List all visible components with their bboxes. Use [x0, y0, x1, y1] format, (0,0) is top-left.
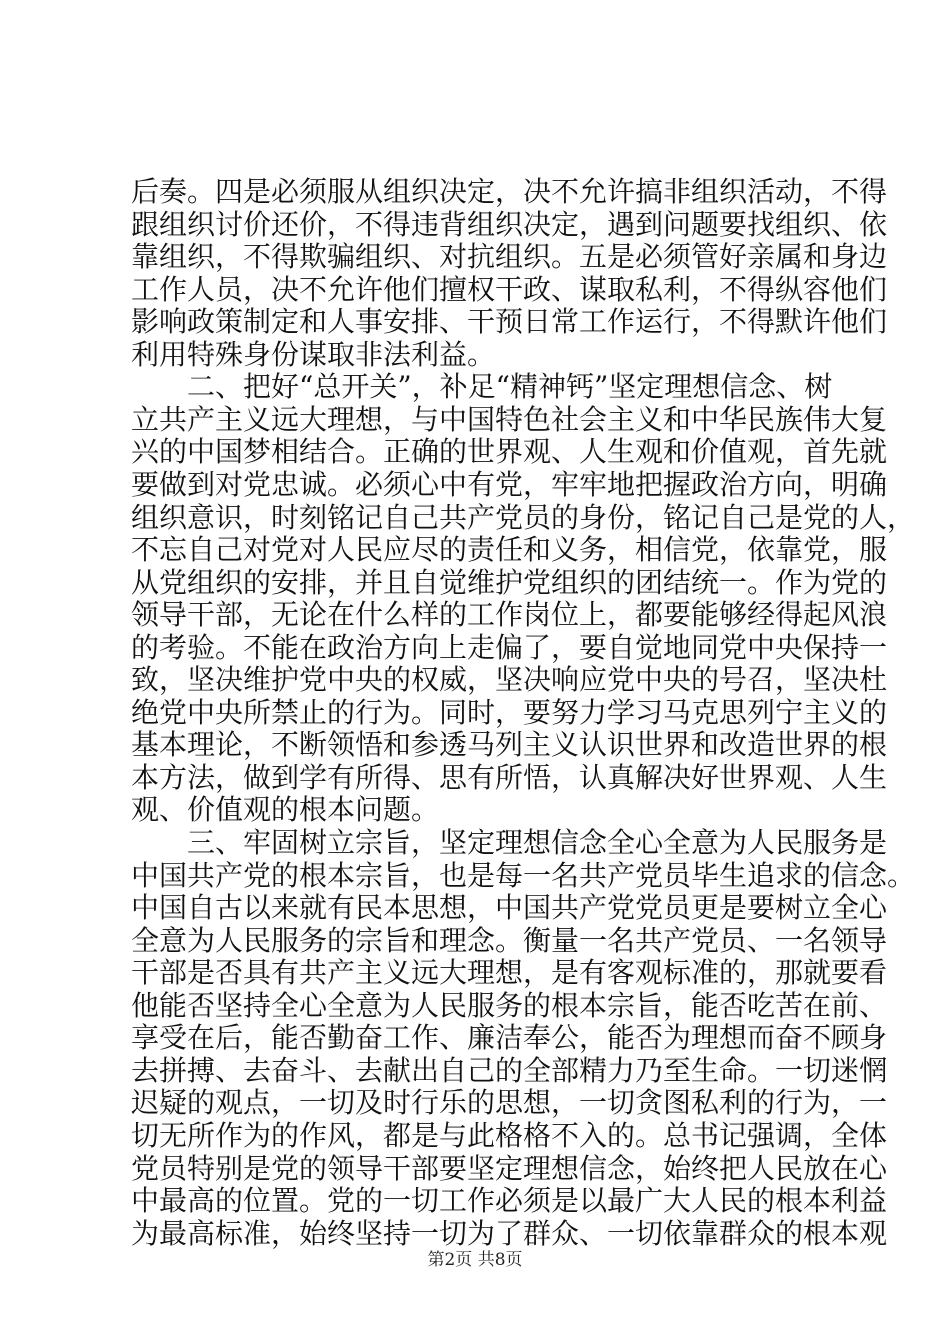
- text-line: 影响政策制定和人事安排、干预日常工作运行，不得默许他们: [131, 305, 888, 339]
- text-line: 不忘自己对党对人民应尽的责任和义务，相信党，依靠党，服: [131, 533, 888, 567]
- text-line: 致，坚决维护党中央的权威，坚决响应党中央的号召，坚决杜: [131, 663, 888, 697]
- text-line: 观、价值观的根本问题。: [131, 793, 440, 827]
- text-line: 中国自古以来就有民本思想，中国共产党党员更是要树立全心: [131, 891, 888, 925]
- text-line: 的考验。不能在政治方向上走偏了，要自觉地同党中央保持一: [131, 630, 888, 664]
- text-line: 绝党中央所禁止的行为。同时，要努力学习马克思列宁主义的: [131, 695, 888, 729]
- text-line: 工作人员，决不允许他们擅权干政、谋取私利，不得纵容他们: [131, 272, 888, 306]
- page-footer: 第2页 共8页: [427, 1250, 523, 1270]
- text-line: 利用特殊身份谋取非法利益。: [131, 337, 496, 371]
- text-line: 后奏。四是必须服从组织决定，决不允许搞非组织活动，不得: [131, 175, 888, 208]
- text-line: 二、把好“总开关”，补足“精神钙”坚定理想信念、树: [131, 370, 833, 404]
- text-line: 组织意识，时刻铭记自己共产党员的身份，铭记自己是党的人，: [131, 500, 916, 534]
- text-line: 本方法，做到学有所得、思有所悟，认真解决好世界观、人生: [131, 760, 888, 794]
- text-line: 享受在后，能否勤奋工作、廉洁奉公，能否为理想而奋不顾身: [131, 1021, 888, 1055]
- text-line: 跟组织讨价还价，不得违背组织决定，遇到问题要找组织、依: [131, 207, 888, 241]
- text-line: 干部是否具有共产主义远大理想，是有客观标准的，那就要看: [131, 956, 888, 990]
- text-line: 迟疑的观点，一切及时行乐的思想，一切贪图私利的行为，一: [131, 1086, 888, 1120]
- text-line: 三、牢固树立宗旨，坚定理想信念全心全意为人民服务是: [131, 826, 888, 859]
- text-line: 兴的中国梦相结合。正确的世界观、人生观和价值观，首先就: [131, 435, 888, 469]
- text-line: 要做到对党忠诚。必须心中有党，牢牢地把握政治方向，明确: [131, 467, 888, 501]
- text-line: 切无所作为的作风，都是与此格格不入的。总书记强调，全体: [131, 1118, 888, 1152]
- text-line: 党员特别是党的领导干部要坚定理想信念，始终把人民放在心: [131, 1151, 888, 1185]
- text-line: 为最高标准，始终坚持一切为了群众、一切依靠群众的根本观: [131, 1216, 888, 1250]
- text-line: 立共产主义远大理想，与中国特色社会主义和中华民族伟大复: [131, 402, 888, 436]
- text-line: 去拼搏、去奋斗、去献出自己的全部精力乃至生命。一切迷惘: [131, 1053, 888, 1087]
- text-line: 中国共产党的根本宗旨，也是每一名共产党员毕生追求的信念。: [131, 858, 916, 892]
- text-line: 从党组织的安排，并且自觉维护党组织的团结统一。作为党的: [131, 565, 888, 599]
- text-line: 基本理论，不断领悟和参透马列主义认识世界和改造世界的根: [131, 728, 888, 762]
- text-line: 靠组织，不得欺骗组织、对抗组织。五是必须管好亲属和身边: [131, 240, 888, 274]
- text-line: 中最高的位置。党的一切工作必须是以最广大人民的根本利益: [131, 1184, 888, 1218]
- text-line: 全意为人民服务的宗旨和理念。衡量一名共产党员、一名领导: [131, 923, 888, 957]
- text-line: 领导干部，无论在什么样的工作岗位上，都要能够经得起风浪: [131, 598, 888, 632]
- text-line: 他能否坚持全心全意为人民服务的根本宗旨，能否吃苦在前、: [131, 988, 888, 1022]
